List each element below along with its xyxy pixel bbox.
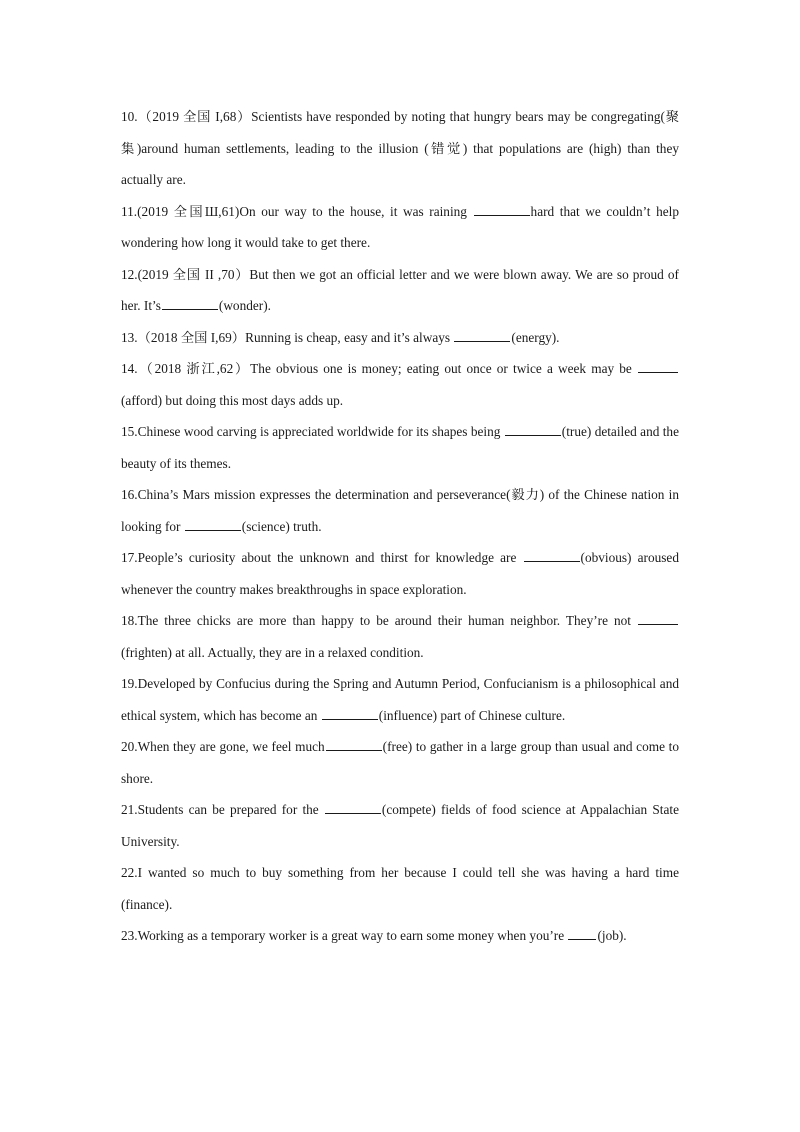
question-text-before: 13.（2018 全国 I,69）Running is cheap, easy and it’s always (121, 329, 454, 345)
answer-blank[interactable] (162, 297, 218, 310)
question-text-after: (frighten) at all. Actually, they are in a relaxed condition. (121, 644, 424, 660)
question-text-after: (afford) but doing this most days adds up. (121, 392, 344, 408)
question-13 (121, 322, 679, 354)
question-text-before: 11.(2019 全国Ш,61)On our way to the house, it was raining (121, 203, 473, 219)
question-18 (121, 605, 679, 668)
answer-blank[interactable] (474, 203, 530, 216)
question-text-after: (obvious) aroused whenever the country makes breakthroughs in space exploration. (121, 550, 679, 597)
question-text: 10.（2019 全国 I,68）Scientists have responded by noting that hungry bears may be congregating(聚集)around human settlements, leading to the illusion (错觉) that populations are (high) than they actually are. (121, 109, 679, 187)
answer-blank[interactable] (322, 707, 378, 720)
question-text-after: (job). (597, 928, 627, 943)
question-text-before: 12.(2019 全国 II ,70）But then we got an official letter and we were blown away. We are so proud of her. It’s (121, 266, 679, 313)
answer-blank[interactable] (524, 549, 580, 562)
question-text-after: (true) detailed and the beauty of its themes. (121, 424, 679, 471)
question-text-before: 14.（2018 浙江,62）The obvious one is money; eating out once or twice a week may be (121, 361, 637, 376)
question-text-before: 21.Students can be prepared for the (121, 802, 324, 817)
question-text-before: 18.The three chicks are more than happy to be around their human neighbor. They’re not (121, 613, 637, 628)
question-19 (121, 668, 679, 731)
question-15 (121, 416, 679, 479)
question-text-before: 16.China’s Mars mission expresses the determination and perseverance(毅力) of the Chinese nation in looking for (121, 487, 679, 534)
question-17 (121, 542, 679, 605)
question-text-after: (influence) part of Chinese culture. (378, 707, 566, 723)
answer-blank[interactable] (326, 738, 382, 751)
question-text-after: (energy). (511, 329, 560, 345)
question-text-before: 19.Developed by Confucius during the Spring and Autumn Period, Confucianism is a philosophical and ethical system, which has become an (121, 676, 679, 723)
answer-blank[interactable] (568, 927, 596, 940)
question-text-before: 17.People’s curiosity about the unknown and thirst for knowledge are (121, 550, 523, 565)
question-text: 22.I wanted so much to buy something from her because I could tell she was having a hard time (finance). (121, 865, 679, 912)
question-14 (121, 353, 679, 416)
question-11 (121, 196, 679, 259)
question-16 (121, 479, 679, 542)
answer-blank[interactable] (638, 612, 678, 625)
answer-blank[interactable] (638, 360, 678, 373)
exercise-list (121, 101, 679, 952)
question-20 (121, 731, 679, 794)
question-10 (121, 101, 679, 196)
question-23 (121, 920, 679, 952)
question-text-after: (compete) fields of food science at Appalachian State University. (121, 802, 679, 849)
question-text-after: (free) to gather in a large group than usual and come to shore. (121, 739, 679, 786)
question-21 (121, 794, 679, 857)
question-text-before: 15.Chinese wood carving is appreciated worldwide for its shapes being (121, 424, 504, 439)
question-22 (121, 857, 679, 920)
question-text-before: 23.Working as a temporary worker is a great way to earn some money when you’re (121, 928, 568, 943)
answer-blank[interactable] (325, 801, 381, 814)
question-text-after: hard that we couldn’t help wondering how long it would take to get there. (121, 203, 679, 250)
question-text-after: (wonder). (218, 298, 271, 313)
answer-blank[interactable] (505, 423, 561, 436)
question-text-after: (science) truth. (241, 518, 322, 534)
question-text-before: 20.When they are gone, we feel much (121, 739, 325, 754)
answer-blank[interactable] (185, 518, 241, 531)
answer-blank[interactable] (454, 329, 510, 342)
question-12 (121, 259, 679, 322)
